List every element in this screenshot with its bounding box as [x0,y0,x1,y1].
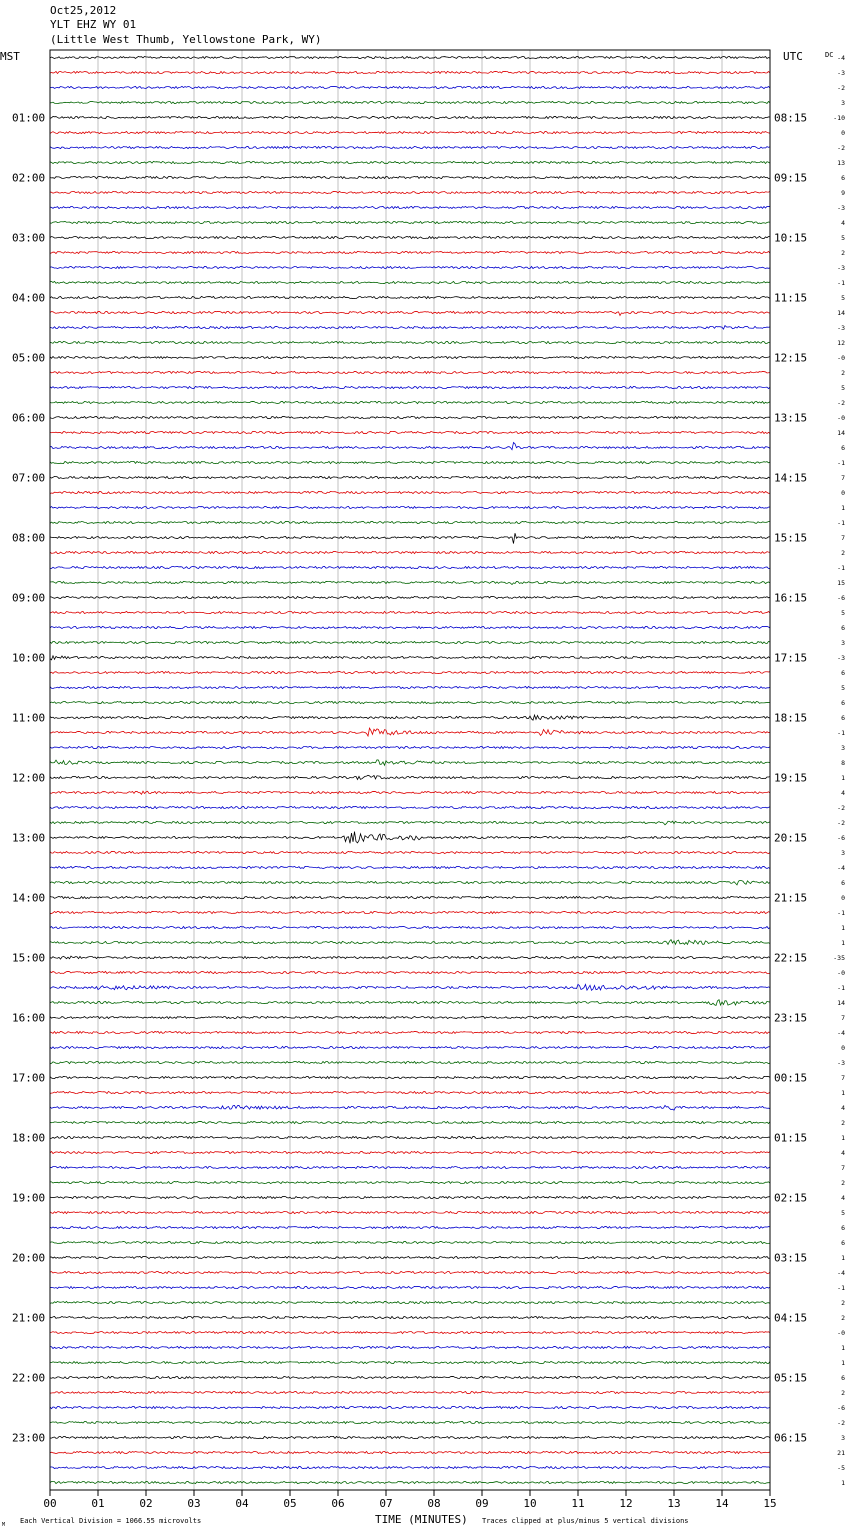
dc-offset-3: -2 [837,84,845,92]
trace-5 [50,116,770,118]
dc-offset-59: 1 [841,924,845,932]
mst-hour-label: 10:00 [12,651,46,665]
trace-27 [50,442,770,449]
dc-offset-40: 3 [841,639,845,647]
dc-offset-78: 5 [841,1209,845,1217]
trace-15 [50,266,770,268]
dc-offset-39: 6 [841,624,845,632]
dc-offset-68: -3 [837,1059,845,1067]
trace-91 [50,1406,770,1408]
mst-hour-label: 15:00 [12,951,46,965]
utc-hour-label: 04:15 [774,1311,808,1325]
dc-offset-73: 1 [841,1134,845,1142]
dc-offset-18: 14 [837,309,845,317]
dc-offset-20: 12 [837,339,845,347]
utc-hour-label: 22:15 [774,951,808,965]
trace-22 [50,371,770,373]
trace-77 [50,1196,770,1198]
trace-68 [50,1061,770,1063]
trace-50 [50,791,770,794]
dc-offset-1: -4 [837,54,845,62]
mst-hour-label: 09:00 [12,591,46,605]
dc-offset-54: 3 [841,849,845,857]
trace-81 [50,1256,770,1258]
utc-hour-label: 00:15 [774,1071,808,1085]
dc-offset-27: 6 [841,444,845,452]
trace-36 [50,581,770,584]
trace-96 [50,1481,770,1483]
trace-95 [50,1466,770,1468]
dc-offset-22: 2 [841,369,845,377]
mst-hour-label: 01:00 [12,111,46,125]
trace-23 [50,386,770,388]
trace-74 [50,1151,770,1153]
dc-offset-7: -2 [837,144,845,152]
x-tick-label: 02 [139,1497,153,1510]
dc-offset-58: -1 [837,909,845,917]
trace-66 [50,1031,770,1033]
dc-offset-57: 0 [841,894,845,902]
dc-offset-86: -0 [837,1329,845,1337]
mst-hour-label: 03:00 [12,231,46,245]
mst-hour-label: 18:00 [12,1131,46,1145]
trace-87 [50,1346,770,1348]
dc-offset-75: 7 [841,1164,845,1172]
dc-offset-81: 1 [841,1254,845,1262]
trace-70 [50,1091,770,1093]
trace-83 [50,1286,770,1288]
mst-hour-label: 20:00 [12,1251,46,1265]
dc-offset-49: 1 [841,774,845,782]
dc-offset-26: 14 [837,429,845,437]
dc-offset-87: 1 [841,1344,845,1352]
trace-65 [50,1016,770,1018]
x-tick-label: 10 [523,1497,537,1510]
trace-12 [50,221,770,223]
dc-offset-5: -10 [833,114,845,122]
trace-30 [50,491,770,493]
dc-offset-52: -2 [837,819,845,827]
dc-offset-32: -1 [837,519,845,527]
mst-hour-label: 04:00 [12,291,46,305]
trace-7 [50,146,770,148]
dc-offset-48: 8 [841,759,845,767]
trace-28 [50,461,770,463]
x-tick-label: 11 [571,1497,585,1510]
trace-17 [50,296,770,298]
x-tick-label: 03 [187,1497,201,1510]
trace-48 [50,760,770,765]
station-code: YLT EHZ WY 01 [50,18,137,31]
mst-axis-label: MST [0,50,20,63]
x-tick-label: 07 [379,1497,393,1510]
dc-offset-53: -6 [837,834,845,842]
dc-offset-80: 6 [841,1239,845,1247]
utc-hour-label: 15:15 [774,531,808,545]
trace-86 [50,1331,770,1333]
trace-21 [50,356,770,358]
trace-72 [50,1121,770,1123]
trace-57 [50,896,770,898]
dc-offset-84: 2 [841,1299,845,1307]
trace-59 [50,926,770,928]
trace-47 [50,746,770,748]
utc-hour-label: 20:15 [774,831,808,845]
trace-71 [50,1105,770,1110]
utc-hour-label: 11:15 [774,291,808,305]
trace-31 [50,506,770,508]
x-tick-label: 00 [43,1497,57,1510]
dc-offset-56: 6 [841,879,845,887]
dc-offset-43: 5 [841,684,845,692]
dc-offset-93: 3 [841,1434,845,1442]
utc-hour-label: 06:15 [774,1431,808,1445]
dc-offset-96: 1 [841,1479,845,1487]
dc-offset-83: -1 [837,1284,845,1292]
x-tick-label: 08 [427,1497,441,1510]
trace-37 [50,596,770,598]
dc-offset-19: -3 [837,324,845,332]
utc-hour-label: 09:15 [774,171,808,185]
mst-hour-label: 22:00 [12,1371,46,1385]
x-axis-title: TIME (MINUTES) [375,1513,468,1526]
mst-hour-label: 16:00 [12,1011,46,1025]
trace-54 [50,851,770,853]
dc-offset-85: 2 [841,1314,845,1322]
dc-offset-12: 4 [841,219,845,227]
dc-offset-88: 1 [841,1359,845,1367]
dc-offset-66: -4 [837,1029,845,1037]
mst-hour-label: 21:00 [12,1311,46,1325]
trace-4 [50,101,770,103]
mst-hour-label: 05:00 [12,351,46,365]
x-tick-label: 06 [331,1497,345,1510]
trace-84 [50,1301,770,1303]
trace-2 [50,71,770,73]
mst-hour-label: 23:00 [12,1431,46,1445]
utc-axis-label: UTC [783,50,803,63]
dc-offset-55: -4 [837,864,845,872]
dc-offset-44: 6 [841,699,845,707]
dc-offset-9: 6 [841,174,845,182]
x-tick-label: 09 [475,1497,489,1510]
utc-hour-label: 03:15 [774,1251,808,1265]
trace-79 [50,1226,770,1228]
dc-offset-67: 0 [841,1044,845,1052]
trace-33 [50,533,770,543]
utc-hour-label: 17:15 [774,651,808,665]
utc-hour-label: 21:15 [774,891,808,905]
dc-offset-4: 3 [841,99,845,107]
corner-mark: M [2,1522,6,1528]
trace-67 [50,1046,770,1048]
trace-64 [50,1000,770,1006]
x-tick-label: 04 [235,1497,249,1510]
scale-note: Each Vertical Division = 1066.55 microvolts [20,1517,202,1525]
trace-18 [50,311,770,315]
mst-hour-label: 17:00 [12,1071,46,1085]
trace-80 [50,1241,770,1243]
dc-offset-6: 0 [841,129,845,137]
minute-gridlines [98,50,722,1490]
dc-offset-11: -3 [837,204,845,212]
trace-10 [50,191,770,193]
mst-hour-label: 06:00 [12,411,46,425]
trace-44 [50,701,770,703]
dc-offset-45: 6 [841,714,845,722]
trace-49 [50,775,770,779]
trace-8 [50,161,770,163]
trace-43 [50,686,770,688]
mst-hour-label: 08:00 [12,531,46,545]
trace-19 [50,326,770,330]
dc-offset-35: -1 [837,564,845,572]
trace-58 [50,911,770,913]
dc-offset-92: -2 [837,1419,845,1427]
station-location: (Little West Thumb, Yellowstone Park, WY) [50,33,322,46]
trace-56 [50,880,770,885]
dc-offset-16: -1 [837,279,845,287]
dc-offset-63: -1 [837,984,845,992]
trace-13 [50,236,770,238]
dc-offset-72: 2 [841,1119,845,1127]
dc-offset-8: 13 [837,159,845,167]
dc-offset-74: 4 [841,1149,845,1157]
trace-42 [50,671,770,673]
dc-offset-25: -0 [837,414,845,422]
trace-69 [50,1076,770,1078]
dc-offset-64: 14 [837,999,845,1007]
dc-offset-28: -1 [837,459,845,467]
dc-offset-89: 6 [841,1374,845,1382]
mst-hour-label: 12:00 [12,771,46,785]
dc-offset-90: 2 [841,1389,845,1397]
trace-14 [50,251,770,253]
trace-34 [50,551,770,553]
dc-offset-65: 7 [841,1014,845,1022]
trace-38 [50,611,770,613]
trace-16 [50,281,770,283]
dc-offset-46: -1 [837,729,845,737]
utc-hour-label: 08:15 [774,111,808,125]
dc-offset-33: 7 [841,534,845,542]
trace-9 [50,176,770,178]
trace-75 [50,1166,770,1168]
x-tick-label: 05 [283,1497,297,1510]
trace-53 [50,832,770,844]
dc-offset-13: 5 [841,234,845,242]
mst-hour-label: 19:00 [12,1191,46,1205]
x-tick-label: 12 [619,1497,633,1510]
dc-offset-62: -0 [837,969,845,977]
dc-offset-30: 0 [841,489,845,497]
utc-hour-label: 18:15 [774,711,808,725]
clip-note: Traces clipped at plus/minus 5 vertical divisions [482,1517,689,1525]
trace-24 [50,401,770,403]
seismic-traces [50,56,770,1483]
trace-94 [50,1451,770,1453]
trace-61 [50,956,770,959]
dc-offset-51: -2 [837,804,845,812]
dc-offset-79: 6 [841,1224,845,1232]
dc-offset-42: 6 [841,669,845,677]
trace-51 [50,806,770,808]
trace-76 [50,1181,770,1183]
trace-73 [50,1136,770,1138]
trace-45 [50,715,770,720]
mst-hour-label: 11:00 [12,711,46,725]
dc-offset-71: 4 [841,1104,845,1112]
utc-hour-label: 23:15 [774,1011,808,1025]
utc-hour-label: 13:15 [774,411,808,425]
dc-offset-38: 5 [841,609,845,617]
trace-20 [50,341,770,343]
mst-hour-label: 07:00 [12,471,46,485]
dc-offset-31: 1 [841,504,845,512]
dc-offset-21: -0 [837,354,845,362]
trace-35 [50,566,770,568]
dc-offset-29: 7 [841,474,845,482]
dc-offset-24: -2 [837,399,845,407]
trace-88 [50,1361,770,1363]
trace-93 [50,1436,770,1438]
utc-hour-label: 14:15 [774,471,808,485]
trace-52 [50,821,770,825]
x-tick-label: 01 [91,1497,105,1510]
x-tick-label: 13 [667,1497,681,1510]
trace-60 [50,940,770,945]
mst-hour-label: 13:00 [12,831,46,845]
dc-offset-14: 2 [841,249,845,257]
trace-62 [50,971,770,973]
dc-offset-76: 2 [841,1179,845,1187]
utc-hour-label: 19:15 [774,771,808,785]
dc-offset-34: 2 [841,549,845,557]
dc-label: DC [825,51,834,59]
trace-25 [50,416,770,418]
x-tick-label: 14 [715,1497,729,1510]
axis-labels [12,54,845,1510]
dc-offset-91: -6 [837,1404,845,1412]
trace-39 [50,626,770,628]
dc-offset-95: -5 [837,1464,845,1472]
dc-offset-77: 4 [841,1194,845,1202]
dc-offset-36: 15 [837,579,845,587]
trace-90 [50,1391,770,1393]
utc-hour-label: 16:15 [774,591,808,605]
dc-offset-15: -3 [837,264,845,272]
trace-55 [50,866,770,868]
trace-41 [50,656,770,660]
dc-offset-70: 1 [841,1089,845,1097]
trace-82 [50,1271,770,1273]
trace-63 [50,984,770,990]
trace-32 [50,521,770,523]
dc-offset-82: -4 [837,1269,845,1277]
utc-hour-label: 10:15 [774,231,808,245]
trace-29 [50,476,770,478]
utc-hour-label: 12:15 [774,351,808,365]
dc-offset-23: 5 [841,384,845,392]
dc-offset-10: 9 [841,189,845,197]
trace-46 [50,728,770,736]
utc-hour-label: 01:15 [774,1131,808,1145]
dc-offset-50: 4 [841,789,845,797]
trace-92 [50,1421,770,1423]
utc-hour-label: 02:15 [774,1191,808,1205]
dc-offset-41: -3 [837,654,845,662]
dc-offset-2: -3 [837,69,845,77]
dc-offset-61: -35 [833,954,845,962]
dc-offset-47: 3 [841,744,845,752]
trace-11 [50,206,770,208]
dc-offset-69: 7 [841,1074,845,1082]
dc-offset-17: 5 [841,294,845,302]
utc-hour-label: 05:15 [774,1371,808,1385]
trace-89 [50,1376,770,1378]
trace-6 [50,131,770,133]
trace-1 [50,56,770,58]
x-tick-label: 15 [763,1497,777,1510]
trace-85 [50,1316,770,1318]
mst-hour-label: 14:00 [12,891,46,905]
trace-3 [50,86,770,88]
trace-40 [50,641,770,643]
dc-offset-60: 1 [841,939,845,947]
mst-hour-label: 02:00 [12,171,46,185]
trace-26 [50,431,770,433]
trace-78 [50,1211,770,1213]
dc-offset-94: 21 [837,1449,845,1457]
dc-offset-37: -6 [837,594,845,602]
plot-date: Oct25,2012 [50,4,117,17]
